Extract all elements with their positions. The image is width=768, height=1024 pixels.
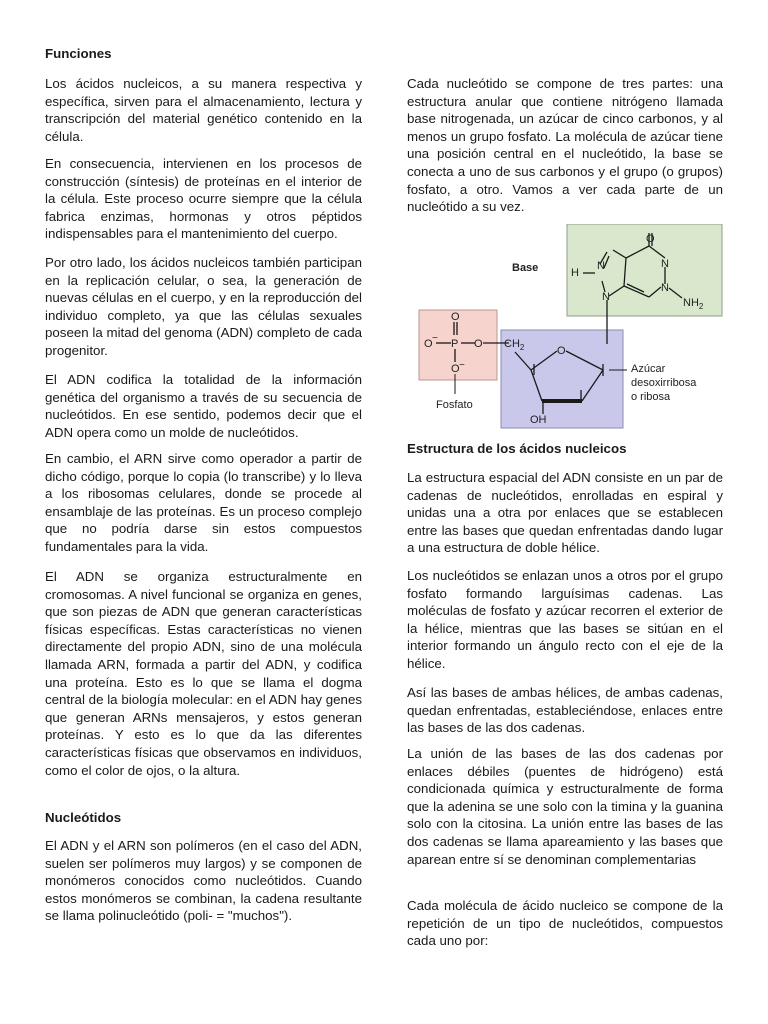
label-azucar-1: Azúcar [631, 363, 666, 375]
nucleotide-figure [417, 224, 723, 434]
paragraph: En consecuencia, intervienen en los procesos de construcción (síntesis) de proteínas en el interior de la célula. Este proceso ocurre siempre que la célula fabrica enzimas, hormonas y otros péptidos indispensables para el mantenimiento del cuerpo. [45, 156, 362, 242]
charge-label: − [459, 360, 465, 371]
atom-label: OH [530, 414, 547, 426]
atom-label: O [424, 338, 433, 350]
atom-label: H [571, 267, 579, 279]
paragraph: El ADN codifica la totalidad de la información genética del organismo a través de su secuencia de nucleótidos. En ese sentido, podemos decir que el ADN opera como un molde de nucleótidos. [45, 372, 362, 440]
label-base: Base [512, 262, 539, 274]
paragraph: En cambio, el ARN sirve como operador a partir de dicho código, porque lo copia (lo transcribe) y lo lleva a los ribosomas celulares, donde se procede al ensamblaje de las proteínas. Es un proceso complejo que no podría darse sin estos compuestos fundamentales para la vida. [45, 451, 362, 554]
atom-label: O [646, 233, 655, 245]
atom-label: N [597, 260, 605, 272]
paragraph: El ADN se organiza estructuralmente en cromosomas. A nivel funcional se organiza en genes, que son piezas de ADN que generan características físicas específicas. Estas características no vienen directamente del propio ADN, sino de una molécula llamada ARN, formada a partir del ADN, y codifica una proteína. Esto es lo que se llama el dogma central de la biología molecular: en el ADN hay genes que generan ARNs mensajeros, y estos generan proteínas. Y esto es lo que da las diferentes características físicas que observamos en individuos, como el color de ojos, o la altura. [45, 569, 362, 778]
atom-label: N [661, 282, 669, 294]
label-azucar-3: o ribosa [631, 391, 671, 403]
paragraph: Los ácidos nucleicos, a su manera respectiva y específica, sirven para el almacenamiento, lectura y transcripción del material genético contenido en la célula. [45, 76, 362, 144]
paragraph: Cada molécula de ácido nucleico se compone de la repetición de un tipo de nucleótidos, compuestos cada uno por: [407, 898, 723, 949]
paragraph: Cada nucleótido se compone de tres partes: una estructura anular que contiene nitrógeno llamada base nitrogenada, un azúcar de cinco carbonos, y al menos un grupo fosfato. La molécula de azúcar tiene una posición central en el nucleótido, la base se conecta a uno de sus carbonos y el grupo (o grupos) fosfato, a otro. Vamos a ver cada parte de un nucleótido a su vez. [407, 76, 723, 215]
paragraph: Los nucleótidos se enlazan unos a otros por el grupo fosfato formando larguísimas cadenas. Las moléculas de fosfato y azúcar recorren el exterior de la hélice, mientras que las bases se sitúan en el interior formando un ángulo recto con el eje de la hélice. [407, 568, 723, 671]
atom-label: P [451, 338, 459, 350]
atom-label: N [602, 291, 610, 303]
paragraph: Así las bases de ambas hélices, de ambas cadenas, quedan enfrentadas, estableciéndose, enlaces entre las bases de las dos cadenas. [407, 685, 723, 736]
label-azucar-2: desoxirribosa [631, 377, 697, 389]
heading-nucleotidos: Nucleótidos [45, 810, 122, 825]
paragraph: La estructura espacial del ADN consiste en un par de cadenas de nucleótidos, enrolladas en espiral y unidas una a otra por enlaces que se establecen entre las bases que quedan enfrentadas dando lugar a una estructura de doble hélice. [407, 470, 723, 556]
heading-funciones: Funciones [45, 46, 112, 61]
ch2-main: CH [504, 338, 520, 350]
charge-label: − [432, 333, 438, 344]
nh2-sub: 2 [698, 302, 704, 311]
atom-label: O [557, 345, 566, 357]
ch2-sub: 2 [519, 343, 525, 352]
paragraph: Por otro lado, los ácidos nucleicos también participan en la replicación celular, o sea, la generación de nuevas células en el cuerpo, y en la reproducción del individuo completo, ya que las células sexuales poseen la mitad del genoma (ADN) completo de cada progenitor. [45, 255, 362, 358]
paragraph: El ADN y el ARN son polímeros (en el caso del ADN, suelen ser polímeros muy largos) y se componen de monómeros conocidos como nucleótidos. Cuando estos monómeros se combinan, la cadena resultante se llama polinucleótido (poli- = "muchos"). [45, 838, 362, 924]
atom-label: O [474, 338, 483, 350]
label-fosfato: Fosfato [436, 399, 473, 411]
atom-label: N [661, 258, 669, 270]
atom-label: O [451, 363, 460, 375]
paragraph: La unión de las bases de las dos cadenas por enlaces débiles (puentes de hidrógeno) está condicionada química y estructuralmente de forma que la adenina se une solo con la timina y la guanina solo con la citosina. La unión entre las bases de las dos cadenas se llama apareamiento y las bases que aparean entre sí se denominan complementarias [407, 746, 723, 867]
nh2-main: NH [683, 297, 699, 309]
atom-label: O [451, 311, 460, 323]
nucleotide-diagram [417, 224, 723, 434]
heading-estructura: Estructura de los ácidos nucleicos [407, 441, 627, 456]
